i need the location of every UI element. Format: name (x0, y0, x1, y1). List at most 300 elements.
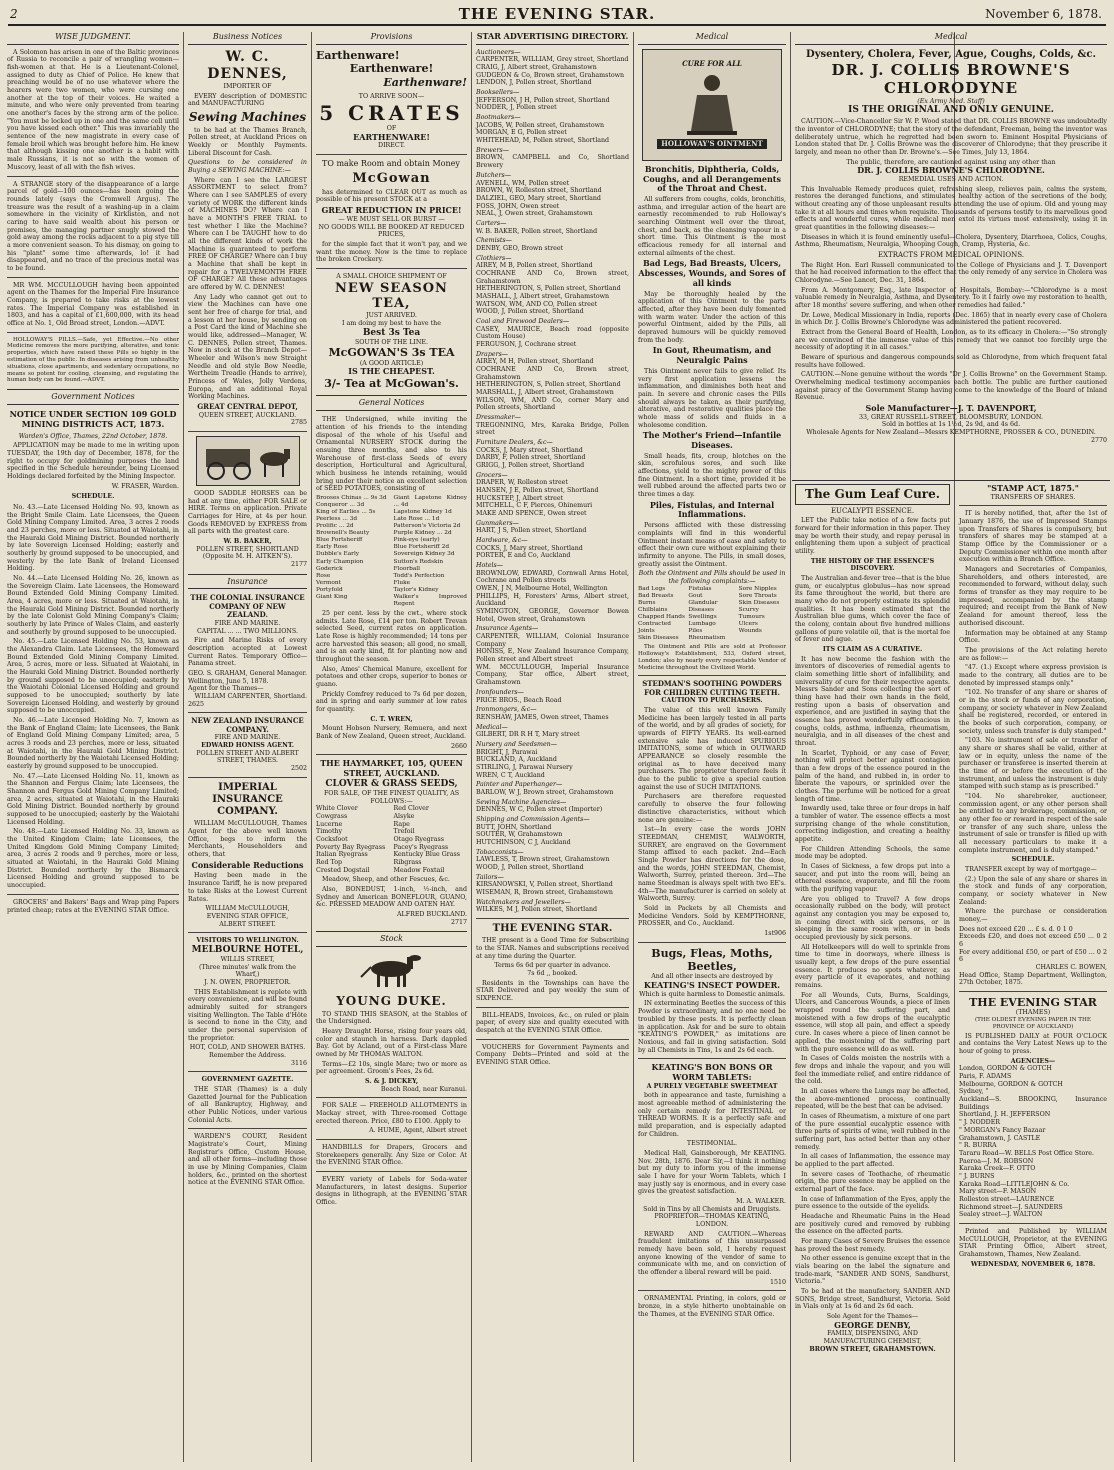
directory-category: Painter and Paperhanger— (476, 781, 563, 789)
advert-text: WILLIAM McCULLOUGH, Thames Agent for the above well known Office, begs to inform the Merchants, Householders and others, that (188, 820, 307, 859)
directory-entries: CARPENTER, WILLIAM, Grey street, Shortland CRAIG, J, Albert street, Grahamstown GUDGEON & Co, Brown street, Grahamstown LENDON, J, Pollen street, Shortland (476, 56, 629, 87)
notice-text: APPLICATION may be made to me in writing upon TUESDAY, the 19th day of December, 1878, for the right to occupy for goldmining purposes the land specified in the Schedule hereunder, being Licensed Holdings declared forfeited by the Mining Inspector. (7, 442, 179, 480)
directory-category: Bootmakers— (476, 114, 521, 122)
directory-category: Ironfounders— (476, 688, 524, 696)
advert-name: GEORGE DENBY, (834, 1319, 911, 1330)
directory-entries: BARLOW, W J, Brown street, Grahamstown (476, 788, 614, 796)
horse-icon (353, 953, 431, 989)
directory-entries: RENSHAW, JAMES, Owen street, Thames (476, 713, 609, 721)
column-rule (633, 32, 634, 1462)
advert-text: CAPITAL ... ... TWO MILLIONS. (196, 627, 299, 635)
advert-title: VISITORS TO WELLINGTON. (196, 937, 299, 945)
directory-entries: DENBY, GEO, Brown street (476, 244, 564, 252)
section-heading: Medical (638, 32, 786, 45)
advert-text: Both the Ointment and Pills should be used in the following complaints:— (638, 570, 786, 585)
advert-text: Prickly Comfrey reduced to 7s 6d per dozen, and in spring and early summer at low rates for quantity. (316, 690, 467, 713)
column-rule (311, 32, 312, 1462)
advert-text: All Hotelkeepers will do well to sprinkle from time to time in doorways, where illness is usually kept, a few drops of the pure essential essence. It produces no spots whatever, as every particle of it evaporates, and nothing remains. (795, 943, 950, 990)
potato-list: Giant Lapstone Kidney ... 4d Lapstone Kidney 1d Late Rose ... 1d Patterson's Victoria 2d Purple Kidney ... 2d Pink-eye (early) Blue Fortsheriff 2d Sovereign Kidney 3d Sutton's Redskin Floorball Todd's Perfection Fluke Taylor's Kidney Walker's Improved Regent (393, 494, 467, 607)
advert-text: BILL-HEADS, Invoices, &c., on ruled or plain paper, of every size and quality executed with despatch at the EVENING STAR Office. (476, 1011, 629, 1034)
advert-title: Bugs, Fleas, Moths, Beetles, (651, 946, 773, 973)
advert-number: 2660 (450, 742, 467, 750)
advert-text: LET the Public take notice of a few facts put forward for their information in this paper. They may be worth their study, and repay perusal in enlightening them upon a subject of practical utility. (795, 517, 950, 555)
imprint-date: WEDNESDAY, NOVEMBER 6, 1878. (970, 1260, 1096, 1268)
advert-text: Terms—£2 10s, single Mare; two or more as per agreement. Groom's Fees, 2s 6d. (316, 1060, 467, 1076)
advert-text: PROPRIETOR—THOMAS KEATING, LONDON. (654, 1213, 770, 1229)
notice-signature: W. FRASER, Warden. (111, 482, 179, 490)
notice-text: TRANSFER except by way of mortgage— (965, 865, 1097, 873)
directory-category: Carters— (476, 219, 507, 227)
advert-text: In cases of Rheumatism, a mixture of one part of the pure essential eucalyptic essence with three parts of spirits of wine, well rubbed in the suffering part, has acted better than any other remedy. (795, 1112, 950, 1151)
advert-subtitle: IMPORTER OF (223, 82, 272, 90)
complaint-list: Bad Legs Bad Breasts Burns Chilblains Chapped Hands Contracted Joints Skin Diseases (638, 585, 685, 642)
directory-entries: KIRSANOWSKI, V, Pollen street, Shortland WISEMAN, R, Brown street, Grahamstown (476, 881, 613, 896)
directory-category: Coal and Firewood Dealers— (476, 317, 570, 325)
advert-title: KEATING'S INSECT POWDER. (643, 980, 781, 991)
notice-signature: CHARLES C. BOWEN, (1035, 964, 1107, 972)
advert-text: In case of Inflammation of the Eyes, apply the pure essence to the outside of the eyelids. (795, 1195, 950, 1211)
advert-text: A SMALL CHOICE SHIPMENT OF (336, 272, 447, 280)
section-heading: Insurance (188, 574, 307, 590)
advert-text: In all cases of Inflammation, the essence may be applied to the part affected. (795, 1153, 950, 1168)
notice-text: "47. (1.) Except where express provision is made to the contrary, all duties are to be denoted by impressed stamps only." (959, 664, 1107, 687)
advert-address: BROWN STREET, GRAHAMSTOWN. (809, 1345, 936, 1353)
advert-text: to be had at the Thames Branch, Pollen street, at Auckland Prices on Weekly or Monthly Payments. Liberal Discount for Cash. (188, 126, 307, 157)
advert-name: GEO. S. GRAHAM, General Manager. (188, 670, 307, 678)
advert-title: Considerable Reductions (191, 859, 304, 870)
advert-subtitle: TESTIMONIAL. (686, 1140, 738, 1148)
advert-text: In severe cases of Toothache, of rheumatic origin, the pure essence may be applied on the external part of the face. (795, 1170, 950, 1193)
advert-address: EVENING STAR OFFICE, (206, 912, 289, 920)
advert-text: Which is quite harmless to Domestic animals. (639, 990, 785, 998)
schedule-item: No. 44.—Late Licensed Holding No. 26, known as the Sovereign Claim. Late Licensees, the Homeward Bound Extended Gold Mining Company Limited. Area, 4 acres, more or less. Situated at Waiotahi, in the Hauraki Gold Mining District. Bounded northerly by the late Colonist Gold Mining Company's Claim; southerly by late Prince of Wales Claim, and easterly and southerly by ground supposed to be unoccupied. (7, 574, 179, 636)
advert-subtitle: A PURELY VEGETABLE SWEETMEAT (646, 1082, 778, 1090)
advert-subtitle: CAUTION TO PURCHASERS. (661, 697, 763, 705)
advert-text: For many Cases of Severe Bruises the essence has proved the best remedy. (795, 1237, 950, 1253)
advert-name: WILLIAM CARPENTER, Shortland. (194, 693, 307, 701)
directory-entries: BRIGHT, J, Parawai BUCKLAND, A, Auckland STIRLING, J, Parawai Nursery WREN, C T, Auckland (476, 748, 573, 779)
advert-name: A. HUME, Agent, Albert street (369, 1127, 467, 1135)
page-number: 2 (10, 7, 18, 21)
advert-text: Having been made in the Insurance Tariff, he is now prepared to take Risks at the Lowest Current Rates. (188, 872, 307, 903)
advert-text: All sufferers from coughs, colds, bronchitis, asthma, and irregular action of the heart are earnestly recommended to rub Holloway's searching Ointment well over the throat, chest, and back, as the cleansing vapour in a short time. This Ointment is the most efficacious remedy for all internal and external ailments of the chest. (638, 196, 786, 257)
advert-address: (Opposite M. H. AITKEN'S). (202, 553, 293, 561)
advert-text: Beware of spurious and dangerous compounds sold as Chlorodyne, from which frequent fatal results have followed. (795, 353, 1107, 369)
seated-figure-icon (677, 69, 747, 139)
advert-text: has determined to CLEAR OUT as much as possible of his present STOCK at a (316, 188, 467, 204)
directory-entries: TREGONNING, Mrs, Karaka Bridge, Pollen street (476, 421, 632, 437)
directory-entries: WILKES, M J, Pollen street, Shortland (476, 906, 598, 914)
advert-title: THE COLONIAL INSURANCE COMPANY OF NEW ZEALAND. (190, 593, 305, 620)
advertising-directory (476, 48, 632, 914)
advert-text: From A. Montgomery, Esq., late Inspector of Hospitals, Bombay:—"Chlorodyne is a most valuable remedy in Neuralgia, Asthma, and Dysentery. To it I fairly owe my restoration to health, after 18 months' severe suffering, and when other remedies had failed." (795, 286, 1107, 309)
advert-text: Also, Ames' Chemical Manure, excellent for potatoes and other crops, superior to bones or guano. (316, 665, 467, 688)
advert-text: 1st—In every case the words JOHN STEEDMAN, CHEMIST, WALWORTH, SURREY, are engraved on the Government Stamp affixed to each packet. 2nd—Each Single Powder has directions for the dose, and the words, JOHN STEEDMAN, Chemist, Walworth, Surrey, printed thereon. 3rd—The name Steedman is always spelt with two EE's. 4th—The manufacturer is carried on solely at Walworth, Surrey. (638, 826, 786, 903)
advert-subtitle: FIRE AND MARINE. (214, 734, 281, 742)
advert-number: 2770 (1090, 436, 1107, 444)
directory-category: Drapers— (476, 350, 509, 358)
directory-category: Nursery and Seedsmen— (476, 740, 558, 748)
complaint-list: Fistulas Gout Glandular Diseases Swellings Lumbago Piles Rheumatism (688, 585, 726, 642)
schedule-item: No. 46.—Late Licensed Holding No. 7, known as the Bank of England Claim; late Licensees, the Bank of England Gold Mining Company Limited; area, 5 acres 3 roods and 23 perches, more or less, situated at Waiotahi, in the Hauraki Gold Mining District. Bounded northerly by the Waiotahi Licensed Holding; easterly by ground supposed to be unoccupied. (7, 717, 179, 771)
advert-text: Diseases in which it is found eminently useful—Cholera, Dysentery, Diarrhoea, Colics, Coughs, Asthma, Rheumatism, Neuralgia, Whooping Cough, Cramp, Hysteria, &c. (795, 233, 1107, 249)
advert-text: for the simple fact that it won't pay, and we want the money. Now is the time to replace the broken Crockery. (316, 240, 467, 264)
advert-text: To be had at the manufactory, SANDER AND SONS, Bridge street, Sandhurst, Victoria. Sold in Vials only at 1s 6d and 2s 6d each. (795, 1287, 950, 1311)
advert-text: IS PUBLISHED DAILY at FOUR O'CLOCK and contains the Very Latest News up to the hour of going to press. (959, 1032, 1107, 1056)
advert-text: HANDBILLS for Drapers, Grocers and Storekeepers generally. Any Size or Color. At the EVENING STAR Office. (316, 1144, 467, 1167)
section-heading: Stock (316, 931, 467, 947)
directory-category: Tobacconists— (476, 848, 524, 856)
directory-entries: AVENELL, WM, Pollen street BROWN, W, Rolleston street, Shortland DALZIEL, GEO, Mary street, Shortland FOSS, JOHN, Owen street NEAL, J, Owen street, Grahamstown (476, 179, 602, 218)
complaint-list: Sore Nipples Sore Throats Skin Diseases Scurvy Tumours Ulcers Wounds (738, 585, 780, 634)
advert-text: Wellington, June 5, 1878. (188, 677, 269, 685)
advert-title: KEATING'S BON BONS OR WORM TABLETS: (651, 1062, 773, 1082)
advert-title: THE EVENING STAR. (492, 922, 613, 934)
advert-number: 2502 (290, 765, 307, 773)
advert-text: Sole Agent for the Thames— (826, 1313, 919, 1320)
directory-category: Shipping and Commission Agents— (476, 815, 590, 823)
advert-text: Medical Hall, Gainsborough, Mr KEATING. Nov. 28th, 1876. Dear Sir,—I think it nothing but my duty to inform you of the immense sale I have for your Worm Tablets, which I may justly say is enormous, and in every case gives the greatest satisfaction. (638, 1150, 786, 1196)
advert-subtitle: (Ex Army Med. Staff) (917, 97, 985, 105)
advert-text: FOR SALE, OF THE FINEST QUALITY, AS FOLLOWS:— (323, 789, 460, 805)
directory-entries: BROWN, CAMPBELL and Co, Shortland Brewery (476, 154, 632, 170)
advert-text: REWARD AND CAUTION.—Whereas fraudulent imitations of this unsurpassed remedy have been sold, I hereby request anyone knowing of the vendor of same to communicate with me, and on conviction of the offender a liberal reward will be paid. (638, 1230, 786, 1277)
advert-heading: THE HISTORY OF THE ESSENCE'S DISCOVERY. (810, 557, 935, 573)
directory-category: Butchers— (476, 171, 512, 179)
advert-title: W. C. DENNES, (207, 48, 288, 82)
advert-subtitle: (THAMES) (1015, 1009, 1051, 1017)
notice-text: Managers and Secretaries of Companies, Shareholders, and others interested, are recommended to forward, without delay, such forms of transfer as they may require to be impressed, accompanied by the stamp required; and receipt from the Bank of New Zealand for amount thereof, less the authorised discount. (959, 566, 1107, 627)
directory-entries: HART, J S, Pollen street, Shortland (476, 527, 587, 535)
advert-title: 5 CRATES (319, 100, 464, 125)
advert-text: Agent for the Thames— (188, 685, 264, 693)
advert-text: NO GOODS WILL BE BOOKED AT REDUCED PRICES, (318, 223, 465, 239)
advert-name: ALFRED BUCKLAND. (396, 910, 467, 918)
directory-category: Hardware, &c— (476, 537, 528, 545)
advert-text: Headache and Rheumatic Pains in the Head are positively cured and removed by rubbing the essence on the affected parts. (795, 1212, 950, 1236)
advert-address: POLLEN STREET AND ALBERT STREET, THAMES. (196, 749, 299, 765)
advert-text: Inwardly used, take three or four drops in half a tumbler of water. The essence effects a most surprising change of the whole constitution, correcting indigestion, and creating a healthy appetite. (795, 805, 950, 844)
advert-name: J. N. OWEN, PROPRIETOR. (204, 978, 291, 986)
advert-address: GREAT CENTRAL DEPOT, (197, 402, 298, 412)
advert-subtitle: EUCALYPTI ESSENCE. (830, 506, 915, 515)
advert-title: EARTHENWARE! (353, 131, 430, 142)
advert-address: POLLEN STREET, SHORTLAND (196, 545, 299, 553)
column-6 (792, 484, 953, 1462)
advert-text: TO STAND THIS SEASON, at the Stables of the Undersigned. (316, 1010, 467, 1026)
advert-text: Are you obliged to Travel? A few drops occasionally rubbed on the body, will protect against any contagion you may be exposed to, in coming direct with sick persons, or in sleeping in the same room with, or in beds occupied previously by sick persons. (795, 895, 950, 942)
advert-text: VOUCHERS for Government Payments and Company Debts—Printed and sold at the EVENING STAR Office. (476, 1043, 629, 1066)
advert-heading: AGENCIES— (1010, 1057, 1056, 1065)
advert-text: Small heads, fits, croup, blotches on the skin, scrofulous sores, and such like affections, yield to the mighty power of this fine Ointment. In a short time, provided it be well rubbed around the affected parts two or three times a day. (638, 452, 786, 499)
advert-title: The Gum Leaf Cure. (795, 484, 950, 505)
advert-title: STEDMAN'S SOOTHING POWDERS FOR CHILDREN CUTTING TEETH. (642, 679, 782, 697)
seed-list: Red Clover Alsyke Rape Trefoil Otago Ryegrass Pacey's Ryegrass Kentucky Blue Grass Ribgrass Meadow Foxtail (393, 805, 460, 874)
advert-text: THE Undersigned, while inviting the attention of his friends to the intending disposal of the whole of his Useful and Ornamental NURSERY STOCK during the ensuing three months, and also to his Warehouse of first-class Seeds of every description, Horticultural and Agricultural, which business he intends retaining, would bring under their notice an excellent selection of SEED POTATOES, consisting of (316, 416, 467, 493)
advert-text: DIRECT. (378, 142, 405, 150)
advert-text: It has now become the fashion with the inventors of discoveries of remedial agents to claim something little short of infallibility, and universality of cure for their respective agents. Messrs Sander and Sons collecting the sort of thing have had their own hands in the field, resting upon a basis of observation and experience, and are justified in saying that the essence has proved wonderfully efficacious in coughs, colds, asthma, influenza, rheumatism, neuralgia, and in all diseases of the chest and throat. (795, 655, 950, 747)
advert-text: HOLLOWAY'S PILLS.—Safe, yet Effective.—No other Medicine removes the more purifying, alterative, and tonic properties, which have raised these Pills so highly in the estimation of the public. In diseases arising from unhealthy situations, close apartments, and sedentary occupations, no means so potent for cooling, cleansing, and regulating the human body can be found.—ADVT. (7, 336, 179, 384)
article-text: A STRANGE story of the disappearance of a large parcel of gold—100 ounces—has been going the rounds lately (says the Cromwell Argus). The treasure was the result of a washing-up in a claim somewhere in the vicinity of Kirkliston, and not caring to have said wealth about his person or premises, the managing partner snugly stowed the gold away among the rocks adjacent to a pig stye till a more convenient season. To his dismay, on going to his "plant" some time afterwards, lo! it had disappeared, and no trace of the precious metal was to be found. (7, 180, 179, 272)
directory-entries: LAWLESS, T, Brown street, Grahamstown WOOD, J, Pollen street, Shortland (476, 856, 610, 871)
directory-category: Clothiers— (476, 254, 512, 262)
advert-address: WILLIS STREET, (220, 955, 275, 963)
advert-text: Where can I see the LARGEST ASSORTMENT to select from? Where can I see SAMPLES of every variety of WORK the different kinds of MACHINES DO? Where can I have a MONTH'S FREE TRIAL to test whether I like the Machine? Where can I be TAUGHT how to do all the different kinds of work the Machine is guaranteed to perform FREE OF CHARGE? Where can I buy a Machine that shall be kept in repair for a TWELVEMONTH FREE OF CHARGE? All these advantages are offered by W. C. DENNES! (188, 176, 307, 291)
advert-text: both in appearance and taste, furnishing a most agreeable method of administering the only certain remedy for INTESTINAL or THREAD WORMS. It is a perfectly safe and mild preparation, and is especially adapted for Children. (638, 1092, 786, 1138)
advert-number: 2625 (188, 700, 205, 708)
directory-entries: GILBERT, DR R H T, Mary street (476, 731, 580, 739)
advert-text: Extract from the General Board of Health, London, as to its efficacy in Cholera:—"So strongly are we convinced of the immense value of this remedy that we cannot too forcibly urge the necessity of adopting it in all cases." (795, 328, 1107, 352)
column-rule (790, 32, 791, 1462)
directory-entries: JACOBS, W, Pollen street, Grahamstown MORGAN, E G, Pollen street WHITEHEAD, M, Pollen street, Shortland (476, 121, 610, 145)
advert-text: The Australian and-fever tree—that is the blue gum, or eucalyptus globulus—has now spread its fame throughout the world, but there are many who do not properly estimate its splendid qualities. It has been estimated that the Australian blue gums, which cover the face of the colony, contain about five hundred millions gallons of pure volatile oil, that is the mortal foe of fever and ague. (795, 574, 950, 644)
advert-text: The Right Hon. Earl Russell communicated to the College of Physicians and J. T. Davenport that he had received information to the effect that the only remedy of any service in Cholera was Chlorodyne.—See Lancet, Dec. 31, 1864. (795, 261, 1107, 284)
directory-category: Tailors— (476, 873, 504, 881)
masthead (8, 4, 1106, 26)
advert-name: EDWARD HONISS AGENT. (201, 742, 294, 750)
advert-text: Sold in Tins by all Chemists and Druggists. (643, 1205, 781, 1213)
notice-text: (2.) Upon the sale of any share or shares in the stock and funds of any corporation, company, or society whatever in New Zealand: (959, 875, 1107, 906)
advert-text: ORNAMENTAL Printing, in colors, gold or bronze, in a style hitherto unobtainable on the Thames, at the EVENING STAR Office. (638, 1295, 786, 1318)
schedule-item: No. 45.—Late Licensed Holding No. 53, known as the Alexandra Claim. Late Licensees, the Homeward Bound Extended Gold Mining Company Limited. Area, 5 acres, more or less. Situated at Waiotahi, in the Hauraki Gold Mining District. Bounded northerly by ground supposed to be unoccupied; easterly by the Waiotahi Colonial Licensed Holding and ground supposed to be unoccupied; southerly by late Sovereign Licensed Holding, and westerly by ground supposed to be unoccupied. (7, 638, 179, 715)
holloways-illustration (642, 49, 782, 161)
notice-text: The provisions of the Act relating hereto are as follow:— (959, 646, 1107, 662)
directory-category: Ironmongers, &c— (476, 706, 537, 714)
advert-title: CLOVER & GRASS SEEDS, (325, 778, 458, 789)
advert-title: McGOWAN'S 3s TEA (328, 346, 455, 360)
notice-text: "102. No transfer of any share or shares of or in the stock or funds of any corporation, company, or society whatever in New Zealand shall be registered, recorded, or entered in the books of such corporation, company, or society, unless such transfer is duly stamped." (959, 689, 1107, 735)
directory-entries: W. B. BAKER, Pollen street, Shortland (476, 227, 598, 235)
advert-number: 2177 (290, 560, 307, 568)
imprint-text: Printed and Published by WILLIAM McCULLOUGH, Proprietor, at the EVENING STAR Printing Office, Albert street, Grahamstown, Thames, New Zealand. (959, 1227, 1107, 1258)
advert-text: Also, BONEDUST, 1-inch, ½-inch, and Sydney and American BONEFLOUR, GUANO, &c. PRESSED MEADOW AND OATEN HAY. (316, 885, 467, 909)
advert-address: Beach Road, near Kuranui. (380, 1085, 467, 1093)
advert-text: No other essence is genuine except that in the vials bearing on the label the signature and trade-mark, "SANDER AND SONS, Sandhurst, Victoria." (795, 1255, 950, 1286)
notice-text: IT is hereby notified, that, after the 1st of January 1876, the use of Impressed Stamps upon Transfers of Shares is compulsory, but transfers of shares may be stamped at a Stamp Office by the Commissioner or a Deputy Commissioner within one month after execution within a Branch Office. (959, 510, 1107, 564)
advert-text: 7s 6d ,, booked. (527, 969, 578, 977)
advert-subtitle: FIRE AND MARINE. (214, 620, 281, 627)
article-heading: WISE JUDGMENT. (7, 32, 179, 45)
directory-category: Furniture Dealers, &c— (476, 439, 553, 446)
advert-text: Questions to be considered in Buying a SEWING MACHINE:— (188, 159, 307, 174)
advert-title: IMPERIAL INSURANCE COMPANY. (212, 781, 283, 818)
advert-title: IS THE CHEAPEST. (348, 366, 435, 377)
issue-date: November 6, 1878. (985, 7, 1102, 21)
advert-address: (Three minutes' walk from the Wharf,) (199, 963, 296, 979)
advert-name: W. B. BAKER, (223, 537, 272, 545)
advert-number: 1510 (769, 1278, 786, 1286)
advert-name: WILLIAM McCULLOUGH, (205, 905, 290, 913)
advert-subtitle: REMEDIAL USES AND ACTION. (898, 175, 1004, 183)
notice-text: "104. No sharebroker, auctioneer, commission agent, or any other person shall be entitled to any brokerage, commission, or any other fee or reward in respect of the sale or transfer of any such share, unless the instrument of sale or transfer is filled up with all necessary particulars to make it a complete instrument, and is duly stamped." (959, 792, 1107, 854)
advert-title: 3/- Tea at McGowan's. (324, 377, 459, 391)
directory-entries: PRICE BROS., Beach Road (476, 696, 562, 704)
advert-title: Sewing Machines (188, 109, 307, 124)
directory-entries: BROWNLOW, EDWARD, Cornwall Arms Hotel, Cochrane and Pollen streets OWEN, J N, Melbourne Hotel, Wellington PHILLIPS, H, Foresters' Arms, Albert street, Auckland SYMINGTON, GEORGE, Governor Bowen Hotel, Owen street, Grahamstown (476, 569, 629, 623)
directory-category: Insurance Agents— (476, 625, 539, 633)
advert-text: 25 per cent. less by the cwt., where stock admits. Late Rose, £14 per ton. Robert Trevan selected Seed, current rates on application. Late Rose is highly recommended; 14 tons per acre harvested this season; all good, no small, and is an early kind, fit for planting now and throughout the season. (316, 609, 467, 663)
illustration-banner: HOLLOWAY'S OINTMENT (657, 139, 766, 150)
section-heading: Business Notices (188, 32, 307, 45)
advert-title: GOVERNMENT GAZETTE. (201, 1076, 294, 1084)
directory-category: Dressmaker— (476, 413, 521, 421)
advert-title: IS THE ORIGINAL AND ONLY GENUINE. (848, 105, 1054, 116)
directory-category: Medical— (476, 723, 508, 731)
advert-heading: In Gout, Rheumatism, and Neuralgic Pains (652, 345, 772, 366)
advert-text: Any Lady who cannot get out to view the Machines can have one sent her free of charge for trial, and a lesson at her house, by sending on a Post Card the kind of Machine she would like, addressed—Manager, W. C. DENNES, Pollen street, Thames. Now in stock at the Branch Depot—Wheeler and Wilson's new Straight Needle and old style Bow Needle, Wertheim Treadle (Hands to arrive), Princess of Wales, Jolly Verdens, Europa, and an additional Royal Working Machines. (188, 293, 307, 401)
directory-category: Chemists— (476, 237, 512, 245)
advert-text: EVERY description of DOMESTIC and MANUFACTURING (188, 92, 307, 108)
horse-illustration (352, 952, 432, 990)
advert-text: Meadow, Sheep, and other Fescues, &c. (322, 876, 450, 884)
advert-text: Residents in the Townships can have the STAR Delivered and pay weekly the sum of SIXPENCE. (476, 979, 629, 1002)
advert-text: The public, therefore, are cautioned against using any other than (846, 158, 1056, 166)
directory-entries: JEFFERSON, J H, Pollen street, Shortland NODDER, J, Pollen street (476, 96, 610, 112)
schedule-item: No. 47.—Late Licensed Holding No. 11, known as the Shannon and Fergus Claim; late Licensees, the Shannon and Fergus Gold Mining Company Limited; area, 2 acres, situated at Waiotahi, in the Hauraki Gold Mining District. Bounded northerly by ground supposed to be unoccupied; easterly by the Waiotahi Licensed Holding. (7, 772, 179, 826)
section-heading: Medical (795, 32, 1107, 45)
advert-text: Mount Hobson Nursery, Remuera, and next Bank of New Zealand, Queen street, Auckland. (316, 725, 467, 741)
advert-text: FAMILY, DISPENSING, AND MANUFACTURING CHEMIST, (823, 1330, 922, 1346)
column-5 (635, 32, 789, 1462)
notice-title: NOTICE UNDER SECTION 109 GOLD MINING DISTRICTS ACT, 1873. (9, 409, 177, 429)
directory-category: Booksellers— (476, 89, 520, 97)
directory-entries: CASEY, MAURICE, Beach road (opposite Custom House) FERGUSON, J, Cochrane street (476, 325, 629, 348)
directory-entries: AIREY, M B, Pollen street, Shortland COCHRANE AND Co, Brown street, Grahamstown HETHERINGTON, S, Pollen street, Shortland MASHALL, J, Albert street, Grahamstown WATSON, WM, AND CO, Pollen street WOOD, J, Pollen street, Shortland (476, 262, 629, 316)
advert-text: May be thoroughly healed by the application of this Ointment to the parts affected, after they have been duly fomented with warm water. Under the action of this powerful Ointment, aided by the Pills, all depraved humours will be quickly removed from the body. (638, 290, 786, 344)
advert-name: S. & J. DICKEY, (364, 1078, 419, 1085)
advert-text: The Ointment and Pills are sold at Professor Holloway's Establishment, 533, Oxford street, London; also by nearly every respectable Vendor of Medicine throughout the Civilized World. (638, 644, 786, 671)
advert-number: 2717 (450, 918, 467, 926)
section-heading: Provisions (316, 32, 467, 45)
advert-text: JUST ARRIVED. (366, 312, 417, 320)
advert-title: DR. J. COLLIS BROWNE'S CHLORODYNE (831, 60, 1071, 98)
notice-text: Information may be obtained at any Stamp Office. (959, 629, 1107, 645)
advert-title: MELBOURNE HOTEL, (191, 944, 304, 955)
advert-heading: Dysentery, Cholera, Fever, Ague, Coughs, Colds, &c. (806, 48, 1096, 60)
directory-entries: COCKS, J, Mary street, Shortland PORTER, E and Co, Auckland (476, 544, 583, 560)
advert-text: In Cases of Colds moisten the nostrils with a few drops and inhale the vapour, and you will feel the immediate relief, and entire riddance of the cold. (795, 1055, 950, 1086)
column-rule (183, 32, 184, 1462)
directory-category: Brewers— (476, 146, 510, 154)
advert-subtitle: EXTRACTS FROM MEDICAL OPINIONS. (877, 251, 1025, 259)
advert-text: TO make Room and obtain Money (322, 159, 460, 169)
article-text: A Solomon has arisen in one of the Baltic provinces of Russia to reconcile a pair of wrangling women—fish-women at that. He is a Lieutenant-Colonel, assigned to duty as Chief of Police. He knew that preaching would be of no use whatever where the hearers were two women, who were cursing one another at the top of their voices. He waited a minute, and who were only prevented from tearing one another's faces by the strong arm of the police. "You must be locked up in one and the same cell until you have kissed each other." This was invariably the sentence of the new magistrate in every case of female broil which was brought before him. He knew that although kissing one another is a habit with male Russians, it is not so with the women of Muscovy, least of all with the fish wives. (7, 48, 179, 171)
schedule-heading: SCHEDULE. (71, 493, 115, 501)
advert-text: Fire and Marine Risks of every description accepted at Lowest Current Rates. Temporary Office—Panama street. (188, 637, 307, 668)
advert-text: In Scarlet, Typhoid, or any case of Fever, nothing will protect better against contagion than a few drops of the essence poured in the palm of the hand, and rubbed in, in order to liberate the vapours, or sprinkled over the clothes. The perfume will be noticed for a great length of time. (795, 749, 950, 803)
section-heading: STAR ADVERTISING DIRECTORY. (476, 32, 629, 45)
advert-text: For all Wounds, Cuts, Burns, Scaldings, Ulcers, and Cancerous Wounds, a piece of linen wrapped round the suffering part, and moistened with a few drops of the eucalyptic essence, will stop all pain, and effect a speedy cure. In cases where a piece of linen cannot be applied, the moistening of the suffering part with the pure essence will do as well. (795, 991, 950, 1053)
advert-heading: Bronchitis, Diphtheria, Colds, Coughs, and all Derangements of the Throat and Chest. (643, 163, 781, 194)
advert-text: Terms 6s 6d per quarter in advance. (494, 962, 611, 970)
directory-category: Auctioneers— (476, 48, 521, 56)
advert-heading: The Mother's Friend—Infantile Diseases. (642, 430, 782, 450)
directory-category: Hotels— (476, 562, 504, 570)
advert-text: (A GOOD ARTICLE) (359, 359, 424, 367)
advert-text: OF (386, 125, 397, 133)
advert-heading: Piles, Fistulas, and Internal Inflammations. (649, 499, 775, 520)
agencies-list: London, GORDON & GOTCH Paris, F. ADAMS Melbourne, GORDON & GOTCH Sydney, " Auckland—S. BROOKING, Insurance Buildings Shortland, J. H. JEFFERSON " J. NODDER " MORGAN's Fancy Bazaar Grahamstown, J. CASTLE " R. BURRA Tararu Road—W. BELLS Post Office Store. Paeroa—J. M. ROBSON Karaka Creek—F. OTTO " J. BURNS Karaka Road—LITTLEJOHN & Co. Mary street—F. MASON Rolleston street—LAURENCE Richmond street—J. SAUNDERS Sealey street—J. WALTON (959, 1065, 1107, 1219)
advert-name: C. T. WREN, (370, 715, 413, 723)
directory-category: Gunmakers— (476, 519, 519, 527)
advert-text: IN exterminating Beetles the success of this Powder is extraordinary, and no one need be troubled by these pests. It is perfectly clean in application. Ask for and be sure to obtain "KEATING'S POWDER," as imitations are Noxious, and fail in giving satisfaction. Sold by all Chemists in Tins, 1s and 2s 6d each. (638, 1000, 786, 1054)
advert-address: 33, GREAT RUSSELL-STREET, BLOOMSBURY, LONDON. (858, 413, 1044, 421)
advert-subtitle: (THE OLDEST EVENING PAPER IN THE PROVINCE OF AUCKLAND) (974, 1017, 1091, 1030)
advert-number: 2785 (290, 419, 307, 427)
section-heading: General Notices (316, 395, 467, 411)
advert-text: WARDEN'S COURT, Resident Magistrate's Court, Mining Registrar's Office, Custom House, and all other forms—including those in use by Mining Companies, Claim holders, &c., printed on the shortest notice at the EVENING STAR Office. (188, 1133, 307, 1187)
horse-carriage-illustration (196, 436, 300, 486)
advert-text: The value of this well known Family Medicine has been largely tested in all parts of the world, and by all grades of society, for upwards of FIFTY YEARS. Its well-earned extensive sale has induced SPURIOUS IMITATIONS, some of which in OUTWARD APPEARANCE so closely resemble the original as to have deceived many purchasers. The proprietor therefore feels it due to the public to give a special caution against the use of SUCH IMITATIONS. (638, 707, 786, 791)
advert-number: 1st906 (764, 929, 786, 937)
advert-text: This Invaluable Remedy produces quiet, refreshing sleep, relieves pain, calms the system, restores the deranged functions, and stimulates healthy action of the secretions of the body, without creating any of those unpleasant results attending the use of opium. Old and young may take it at all hours and times when requisite. Thousands of persons testify to its marvellous good effects and wonderful cures, while medical men extol its virtues most extensively, using it in great quantities in the following diseases:— (795, 185, 1107, 231)
directory-entries: COCKS, J, Mary street, Shortland DARBY, F, Pollen street, Shortland GRIGG, J, Pollen street, Shortland (476, 446, 586, 470)
advert-text: THE present is a Good Time for Subscribing to the STAR. Names and subscriptions received at any time during the Quarter. (476, 937, 629, 960)
notice-office: Warden's Office, Thames, 22nd October, 1878. (18, 432, 168, 440)
directory-entries: DRAPER, W, Rolleston street HANSEN, J E, Pollen street, Shortland HUCKSTEP, J, Albert street MITCHELL, C F, Pierces, Ohinemuri MAKE AND SPENCE, Owen street (476, 479, 599, 518)
advert-text: Sold in bottles at 1s 1½d, 2s 9d, and 4s 6d. (881, 421, 1021, 429)
advert-text: TO ARRIVE SOON— (358, 92, 425, 100)
article-text: MR WM. MCCULLOUGH having been appointed agent on the Thames for the Imperial Fire Insurance Company, is prepared to take risks at the lowest rates. The Imperial Company was established in 1803, and has a capital of £1,600,000, with its head office at No. 1, Old Broad street, London.—ADVT. (7, 281, 179, 327)
directory-entries: CARPENTER, WILLIAM, Colonial Insurance Company HONISS, E, New Zealand Insurance Company, Pollen street and Albert street WM. MCCULLOUGH, Imperial Insurance Company, Star office, Albert street, Grahamstown (476, 633, 629, 687)
column-2 (185, 32, 310, 1462)
notice-text: "103. No instrument of sale or transfer of any share or shares shall be valid, either at law or in equity, unless the name of the purchaser or transferee is inserted therein at the time of or before the execution of the instrument, and unless the instrument is duly stamped with such stamp as is prescribed." (959, 737, 1107, 791)
advert-text: SOUTH OF THE LINE. (354, 338, 429, 346)
chlorodyne-advert (792, 32, 1110, 507)
advert-text: FOR SALE — FREEHOLD ALLOTMENTS in Mackay street, with Three-roomed Cottage erected thereon. Price, £80 to £100. Apply to (316, 1102, 467, 1125)
notice-text: Where the purchase or consideration money,— (959, 908, 1107, 924)
advert-title: Earthenware! (349, 62, 434, 76)
advert-text: CAUTION.—Vice-Chancellor Sir W. P. Wood stated that DR. COLLIS BROWNE was undoubtedly the inventor of CHLORODYNE; that the story of the defendant, Freeman, being the inventor was deliberately untrue, which he regretted had been sworn to. Eminent Hospital Physicians of London stated that Dr. J. Collis Browne was the discoverer of Chlorodyne; that they prescribe it largely, and mean no other than Dr. Browne's.—See Times, July 13, 1864. (795, 118, 1107, 156)
advert-text: EVERY variety of Labels for Soda-water Manufacturers, in latest designs. Superior designs in lithograph, at the EVENING STAR Office. (316, 1176, 467, 1207)
advert-text: I am doing my best to have the (342, 319, 441, 327)
column-3 (313, 32, 470, 1462)
advert-name: M. A. WALKER. (736, 1198, 786, 1206)
advert-title: DR. J. COLLIS BROWNE'S CHLORODYNE. (857, 165, 1045, 176)
directory-entries: AIREY, M H, Pollen street, Shortland COCHRANE AND Co, Brown street, Grahamstown HETHERINGTON, S, Pollen street, Shortland MARSHALL, J, Albert street, Grahamstown WILSON, WM, AND Co, corner Mary and Pollen streets, Shortland (476, 358, 629, 412)
seed-list: White Clover Cowgrass Lucerne Timothy Cocksfoot Poverty Bay Ryegrass Italian Ryegrass Red Top Crested Dogstail (316, 805, 386, 874)
potato-list: Brooses Chinas ... 9s 3d Conqueror ... 3d King of Earlies ... 5s Peerless ... 3d Prolific ... 2d Brownell's Beauty Blue Fortsheriff Early Rose Dubble's Early Early Champion Goderick Rose Vermont Portyfold Giant King (316, 494, 387, 600)
directory-entries: BUTT, JOHN, Shortland SOUTER, W, Grahamstown HUTCHINSON, C J, Auckland (476, 823, 571, 846)
schedule-heading: SCHEDULE. (1011, 856, 1055, 864)
advert-text: CAUTION.—None genuine without the words "Dr J. Collis Browne" on the Government Stamp. Overwhelming medical testimony accompanies each bottle. The public are further cautioned against piracy of the Government Stamp having come to the knowledge of the Board of Inland Revenue. (795, 371, 1107, 402)
advert-title: Best 3s Tea (362, 327, 421, 338)
advert-text: THIS Establishment is replete with every convenience, and will be found admirably suited for strangers visiting Wellington. The Table d'Hôte is second to none in the City, and under the personal supervision of the proprietor. (188, 988, 307, 1042)
advert-title: THE HAYMARKET, 105, QUEEN STREET, AUCKLAND. (320, 758, 463, 779)
section-heading: Government Notices (7, 389, 179, 405)
advert-title: NEW ZEALAND INSURANCE COMPANY. (191, 716, 304, 734)
schedule-item: No. 43.—Late Licensed Holding No. 93, known as the Bright Smile Claim. Late Licensees, the Queen Gold Mining Company Limited. Area, 3 acres 2 roods and 23 perches, more or less. Situated at Waiotahi, in the Hauraki Gold Mining District. Bounded northerly by late Sovereign Licensed Holding; easterly and southerly by ground supposed to be unoccupied, and westerly by the late Bank of Ireland Licensed Holding. (7, 503, 179, 573)
advert-text: THE STAR (Thames) is a duly Gazetted Journal for the Publication of all Bankruptcy, Highway, and other Public Notices, under various Colonial Acts. (188, 1085, 307, 1124)
schedule-item: No. 48.—Late Licensed Holding No. 33, known as the United Kingdom Claim; late Licensees, the United Kingdom Gold Mining Company Limited; area, 3 acres 2 roods and 9 perches, more or less, situated at Waiotahi, in the Hauraki Gold Mining District. Bounded northerly by the Bismarck Licensed Holding and ground supposed to be unoccupied. (7, 828, 179, 890)
column-1 (4, 32, 182, 1462)
advert-text: Purchasers are therefore requested carefully to observe the four following distinctive characteristics, without which none are genuine:— (638, 793, 786, 824)
newspaper-title: THE EVENING STAR. (458, 5, 656, 23)
advert-title: Earthenware! (383, 75, 467, 89)
advert-title: NEW SEASON TEA, (335, 280, 448, 312)
column-7 (956, 484, 1110, 1462)
advert-text: In all cases where the Lungs may be affected, the above-mentioned process, continually repeated, will be the best that can be advised. (795, 1087, 950, 1111)
advert-number: 3116 (290, 1059, 307, 1067)
advert-text: Heavy Draught Horse, rising four years old, color and staunch in harness. Dark dappled Bay. Got by Acland, out of a First-class Mare owned by Mr THOMAS WALTON. (316, 1027, 467, 1058)
advert-name: Sole Manufacturer—J. T. DAVENPORT, (865, 402, 1037, 413)
advert-heading: Bad Legs, Bad Breasts, Ulcers, Abscesses, Wounds, and Sores of all kinds (638, 258, 786, 288)
advert-text: This Ointment never fails to give relief. Its very first application lessens the inflammation, and diminishes both heat and pain. In severe and chronic cases the Pills should always be taken, as their purifying, alterative, and restorative qualities place the whole mass of solids and fluids in a wholesome condition. (638, 367, 786, 429)
column-4 (473, 32, 632, 1462)
advert-text: And all other insects are destroyed by (651, 973, 773, 981)
advert-text: Persons afflicted with these distressing complaints will find in this wonderful Ointment instant means of ease and safety to effect their own cure without explaining their infirmity to anyone. The Pills, in small doses, greatly assist the Ointment. (638, 522, 786, 568)
directory-category: Grocers— (476, 471, 508, 479)
